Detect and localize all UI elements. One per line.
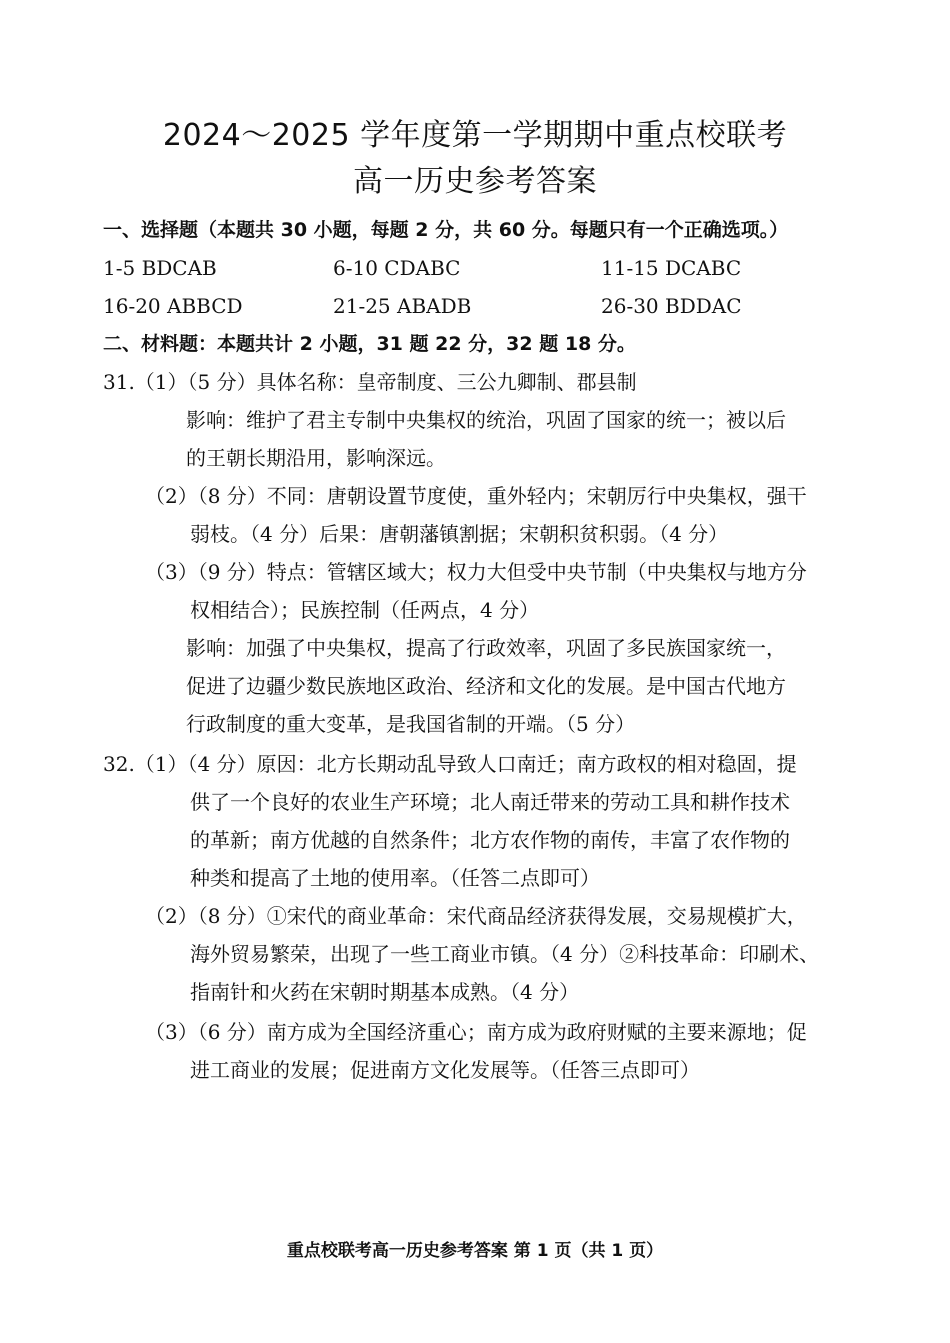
q31-part1-line1: 31.（1）（5 分）具体名称：皇帝制度、三公九卿制、郡县制 (103, 370, 637, 394)
section2-heading: 二、材料题：本题共计 2 小题，31 题 22 分，32 题 18 分。 (103, 333, 636, 355)
q31-part2-line2: 弱枝。（4 分）后果：唐朝藩镇割据；宋朝积贫积弱。（4 分） (190, 522, 729, 546)
q31-part3-line5: 行政制度的重大变革，是我国省制的开端。（5 分） (186, 712, 636, 736)
mc-answers-6-10: 6-10 CDABC (333, 256, 461, 280)
mc-answers-21-25: 21-25 ABADB (333, 294, 472, 318)
mc-answers-1-5: 1-5 BDCAB (103, 256, 217, 280)
q32-part2-line1: （2）（8 分）①宋代的商业革命：宋代商品经济获得发展，交易规模扩大， (145, 904, 807, 928)
q31-part3-line4: 促进了边疆少数民族地区政治、经济和文化的发展。是中国古代地方 (186, 674, 786, 698)
mc-answers-26-30: 26-30 BDDAC (601, 294, 742, 318)
q32-part1-line3: 的革新；南方优越的自然条件；北方农作物的南传，丰富了农作物的 (190, 828, 790, 852)
q31-part3-line1: （3）（9 分）特点：管辖区域大；权力大但受中央节制（中央集权与地方分 (145, 560, 807, 584)
q31-part1-line3: 的王朝长期沿用，影响深远。 (186, 446, 446, 470)
mc-answers-16-20: 16-20 ABBCD (103, 294, 243, 318)
section1-heading: 一、选择题（本题共 30 小题，每题 2 分，共 60 分。每题只有一个正确选项。） (103, 219, 789, 241)
q32-part3-line1: （3）（6 分）南方成为全国经济重心；南方成为政府财赋的主要来源地；促 (145, 1020, 807, 1044)
q31-part1-line2: 影响：维护了君主专制中央集权的统治，巩固了国家的统一；被以后 (186, 408, 786, 432)
q32-part1-line1: 32.（1）（4 分）原因：北方长期动乱导致人口南迁；南方政权的相对稳固，提 (103, 752, 797, 776)
q31-part2-line1: （2）（8 分）不同：唐朝设置节度使，重外轻内；宋朝厉行中央集权，强干 (145, 484, 807, 508)
q32-part2-line2: 海外贸易繁荣，出现了一些工商业市镇。（4 分）②科技革命：印刷术、 (190, 942, 820, 966)
q32-part1-line2: 供了一个良好的农业生产环境；北人南迁带来的劳动工具和耕作技术 (190, 790, 790, 814)
page-subtitle: 高一历史参考答案 (353, 164, 597, 199)
page-footer: 重点校联考高一历史参考答案 第 1 页（共 1 页） (286, 1241, 664, 1261)
q32-part1-line4: 种类和提高了土地的使用率。（任答二点即可） (190, 866, 600, 890)
q31-part3-line2: 权相结合）；民族控制（任两点，4 分） (190, 598, 540, 622)
q32-part3-line2: 进工商业的发展；促进南方文化发展等。（任答三点即可） (190, 1058, 700, 1082)
mc-answers-11-15: 11-15 DCABC (601, 256, 742, 280)
page-title: 2024～2025 学年度第一学期期中重点校联考 (162, 118, 788, 153)
q32-part2-line3: 指南针和火药在宋朝时期基本成熟。（4 分） (190, 980, 580, 1004)
q31-part3-line3: 影响：加强了中央集权，提高了行政效率，巩固了多民族国家统一， (186, 636, 786, 660)
